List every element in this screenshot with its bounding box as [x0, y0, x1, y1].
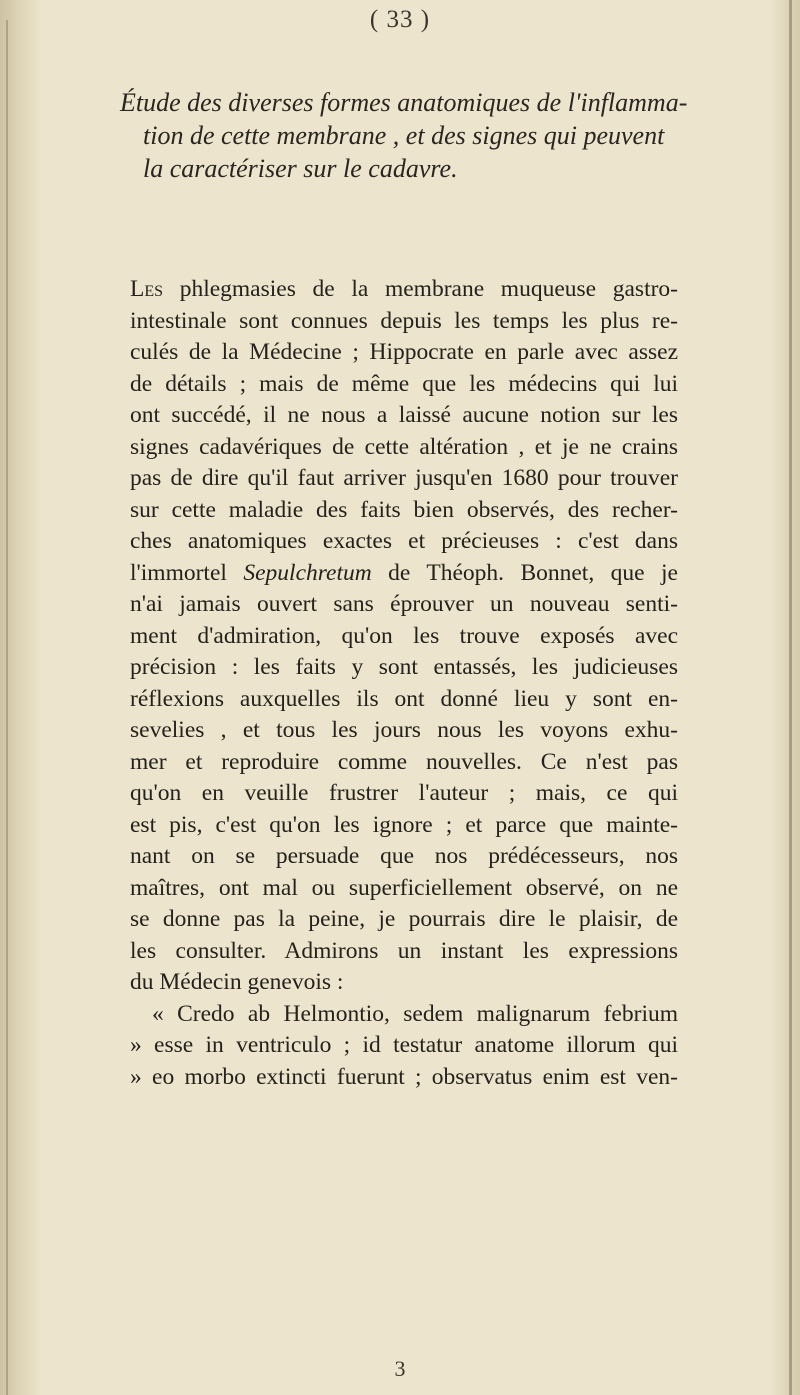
text-line: nant on se persuade que nos prédécesseurs, nos — [130, 843, 678, 869]
heading-line-3: la caractériser sur le cadavre. — [143, 154, 458, 183]
heading-line-1: Étude des diverses formes anatomiques de l'inflamma- — [120, 88, 688, 117]
text-line: qu'on en veuille frustrer l'auteur ; mais, ce qui — [130, 780, 678, 806]
text-line: sevelies , et tous les jours nous les voyons exhu- — [130, 717, 678, 743]
text-line: maîtres, ont mal ou superficiellement observé, on ne — [130, 874, 678, 901]
heading-line-2: tion de cette membrane , et des signes qui peuvent — [143, 121, 665, 150]
drop-word: Les — [130, 276, 164, 302]
text-line: se donne pas la peine, je pourrais dire le plaisir, de — [130, 906, 678, 932]
text-line: ches anatomiques exactes et précieuses : c'est dans — [130, 528, 678, 554]
text-line: l'immortel Sepulchretum de Théoph. Bonnet, que je — [130, 559, 678, 586]
text-line: réflexions auxquelles ils ont donné lieu y sont en- — [130, 685, 678, 712]
page-left-edge — [6, 20, 8, 1395]
text-line: pas de dire qu'il faut arriver jusqu'en 1680 pour trouver — [130, 465, 678, 491]
quote-line: « Credo ab Helmontio, sedem malignarum febrium — [152, 1000, 678, 1027]
text-line: n'ai jamais ouvert sans éprouver un nouveau senti- — [130, 591, 678, 617]
section-heading — [120, 86, 720, 185]
text-line: ont succédé, il ne nous a laissé aucune notion sur les — [130, 402, 678, 428]
page-right-shadow — [770, 0, 800, 1395]
text-line: mer et reproduire comme nouvelles. Ce n'est pas — [130, 748, 678, 775]
book-title: Sepulchretum — [243, 559, 372, 586]
body-paragraph — [130, 274, 678, 1093]
text-line: intestinale sont connues depuis les temps les plus re- — [130, 307, 678, 334]
text-line: du Médecin genevois : — [130, 969, 344, 995]
text-line: sur cette maladie des faits bien observés, des recher- — [130, 496, 678, 523]
page-number: ( 33 ) — [369, 6, 431, 33]
quote-line: » eo morbo extincti fuerunt ; observatus enim est ven- — [130, 1063, 678, 1090]
quote-line: » esse in ventriculo ; id testatur anatome illorum qui — [130, 1032, 678, 1058]
text-line: Les phlegmasies de la membrane muqueuse gastro- — [130, 276, 678, 302]
text-line: de détails ; mais de même que les médecins qui lui — [130, 370, 678, 397]
text-line: précision : les faits y sont entassés, les judicieuses — [130, 654, 678, 680]
signature-mark: 3 — [394, 1356, 406, 1381]
text-line: culés de la Médecine ; Hippocrate en parle avec assez — [130, 339, 678, 365]
text-line: est pis, c'est qu'on les ignore ; et parce que mainte- — [130, 811, 678, 838]
text-line: ment d'admiration, qu'on les trouve exposés avec — [130, 622, 678, 649]
page-right-edge — [789, 0, 792, 1395]
text-line: signes cadavériques de cette altération , et je ne crains — [130, 433, 678, 460]
text-line: les consulter. Admirons un instant les expressions — [130, 937, 678, 964]
